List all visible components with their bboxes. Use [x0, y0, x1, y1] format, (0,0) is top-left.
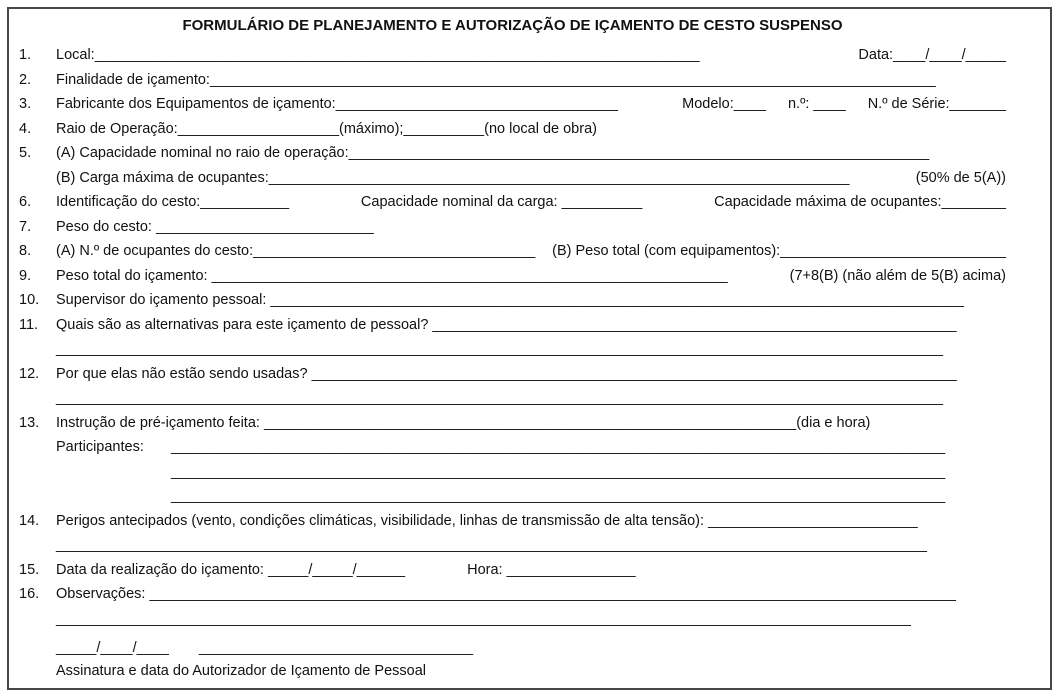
participantes-row-2	[19, 460, 1006, 485]
capacidade-carga-label: Capacidade nominal da carga:	[360, 194, 562, 210]
item-15-number: 15.	[19, 561, 40, 578]
max-ocupantes-blank: ________	[941, 194, 1006, 210]
item-5-number: 5.	[19, 145, 32, 161]
peso-total-equip-blank: ____________________________	[780, 243, 1006, 259]
peso-icamento-label: Peso total do içamento:	[56, 267, 212, 284]
item-13-number: 13.	[19, 414, 40, 431]
raio-label: Raio de Operação:	[56, 120, 178, 137]
finalidade-label: Finalidade de içamento:	[56, 71, 210, 88]
date-group	[858, 43, 1006, 68]
participantes-row-1	[19, 435, 1006, 460]
ocupantes-cesto-blank: ___________________________________	[253, 243, 536, 259]
alternativas-group	[56, 313, 957, 338]
date-label: Data:	[858, 47, 894, 63]
raio-obra-blank: __________	[403, 120, 485, 137]
item-11-number: 11.	[19, 316, 39, 333]
peso-icamento-suffix: (7+8(B) (não além de 5(B) acima)	[789, 267, 1006, 284]
capacidade-nominal-label: (A) Capacidade nominal no raio de operação:	[56, 145, 349, 161]
item-8-row	[19, 239, 1006, 264]
local-blank: ___________________________________________________________________________	[94, 47, 700, 63]
equip-id-group	[682, 92, 1006, 117]
item-15-row	[19, 558, 1006, 583]
item-9-number: 9.	[19, 267, 32, 284]
maximo-label: (máximo);	[339, 120, 404, 137]
perigos-blank: __________________________	[708, 512, 918, 529]
item-5a-group	[56, 141, 929, 166]
signature-caption: Assinatura e data do Autorizador de Içamento de Pessoal	[56, 662, 426, 679]
peso-icamento-blank: ________________________________________________________________	[211, 267, 728, 284]
peso-cesto-label: Peso do cesto:	[56, 218, 156, 235]
form-title: FORMULÁRIO DE PLANEJAMENTO E AUTORIZAÇÃO DE IÇAMENTO DE CESTO SUSPENSO	[182, 17, 843, 34]
fabricante-blank: ___________________________________	[335, 96, 618, 112]
item-6-number: 6.	[19, 194, 32, 210]
participantes-blank-2: ________________________________________________________________________________________________	[171, 463, 946, 480]
observacoes-blank: ____________________________________________________________________________________________________	[149, 586, 956, 602]
peso-total-equip-label: (B) Peso total (com equipamentos):	[552, 243, 781, 259]
hora-label: Hora:	[467, 561, 507, 578]
perigos-group	[56, 509, 918, 534]
item-7-row	[19, 215, 1006, 240]
item-2-group	[56, 68, 936, 93]
observacoes-label: Observações:	[56, 586, 150, 602]
carga-maxima-label: (B) Carga máxima de ocupantes:	[56, 169, 269, 186]
perigos-label: Perigos antecipados (vento, condições climáticas, visibilidade, linhas de transmissão de alta tensão):	[56, 512, 709, 529]
participantes-blank-1: ________________________________________________________________________________________________	[171, 439, 946, 455]
item-4-number: 4.	[19, 120, 32, 137]
item-3-group	[56, 92, 618, 117]
item-5b-group	[56, 166, 849, 191]
signature-caption-row	[19, 661, 1006, 683]
item-2-row	[19, 68, 1006, 93]
carga-maxima-suffix: (50% de 5(A))	[915, 169, 1006, 186]
item-1-number: 1.	[19, 47, 32, 63]
participantes-blank-3: ________________________________________________________________________________________________	[171, 488, 946, 504]
nao-usadas-cont-blank: ______________________________________________________________________________________________________________	[56, 390, 944, 406]
item-12-cont-row	[19, 386, 1006, 411]
hora-group	[467, 558, 636, 583]
item-11-row	[19, 313, 1006, 338]
item-14-cont-row	[19, 533, 1006, 558]
item-10-row	[19, 288, 1006, 313]
item-12-number: 12.	[19, 365, 40, 382]
item-4-row	[19, 117, 1006, 142]
form-border-frame	[7, 7, 1052, 690]
peso-cesto-group	[56, 215, 374, 240]
max-ocupantes-group	[714, 190, 1006, 215]
nao-usadas-group	[56, 362, 957, 387]
item-8-number: 8.	[19, 243, 32, 259]
item-14-number: 14.	[19, 512, 40, 529]
participantes-label: Participantes:	[56, 439, 144, 455]
alternativas-label: Quais são as alternativas para este içamento de pessoal?	[56, 316, 433, 333]
data-realizacao-group	[56, 558, 405, 583]
observacoes-group	[56, 582, 956, 607]
participantes-row-3	[19, 484, 1006, 509]
item-12-row	[19, 362, 1006, 387]
ocupantes-cesto-label: (A) N.º de ocupantes do cesto:	[56, 243, 254, 259]
max-ocupantes-label: Capacidade máxima de ocupantes:	[714, 194, 942, 210]
local-obra-label: (no local de obra)	[484, 120, 597, 137]
serie-field: N.º de Série:_______	[867, 96, 1006, 112]
item-3-number: 3.	[19, 96, 32, 112]
date-blank: ____/____/_____	[893, 47, 1006, 63]
item-11-cont-row	[19, 337, 1006, 362]
item-16-cont-row	[19, 607, 1006, 632]
cesto-id-group	[56, 190, 289, 215]
raio-maximo-blank: ____________________	[177, 120, 340, 137]
hora-blank: ________________	[506, 561, 636, 578]
supervisor-group	[56, 288, 964, 313]
capacidade-carga-group	[361, 190, 642, 215]
supervisor-label: Supervisor do içamento pessoal:	[56, 292, 271, 308]
item-10-number: 10.	[19, 292, 40, 308]
item-16-row	[19, 582, 1006, 607]
modelo-field: Modelo:____	[682, 96, 766, 112]
signature-line-blank: __________________________________	[198, 640, 474, 656]
instrucao-blank: __________________________________________________________________	[263, 414, 797, 431]
perigos-cont-blank: ____________________________________________________________________________________________________________	[56, 537, 927, 553]
peso-icamento-group	[56, 264, 728, 289]
item-1-group	[56, 43, 700, 68]
numero-field: n.º: ____	[787, 96, 846, 112]
capacidade-nominal-blank: ________________________________________________________________________	[348, 145, 930, 161]
data-realizacao-label: Data da realização do içamento:	[56, 561, 268, 578]
item-6-row	[19, 190, 1006, 215]
item-4-group	[56, 117, 597, 142]
capacidade-carga-blank: __________	[561, 194, 643, 210]
supervisor-blank: ______________________________________________________________________________________	[270, 292, 964, 308]
item-3-row	[19, 92, 1006, 117]
observacoes-cont-blank: __________________________________________________________________________________________________________	[56, 610, 911, 627]
carga-maxima-blank: ________________________________________________________________________	[268, 169, 850, 186]
nao-usadas-label: Por que elas não estão sendo usadas?	[56, 365, 312, 382]
nao-usadas-blank: ________________________________________________________________________________	[311, 365, 957, 382]
local-label: Local:	[56, 47, 95, 63]
item-9-row	[19, 264, 1006, 289]
signature-date-blank: _____/____/____	[56, 640, 169, 656]
peso-cesto-blank: ___________________________	[155, 218, 374, 235]
item-13-row	[19, 411, 1006, 436]
item-5a-row	[19, 141, 1006, 166]
signature-row	[19, 636, 1006, 661]
alternativas-blank: _________________________________________________________________	[432, 316, 957, 333]
cesto-id-label: Identificação do cesto:	[56, 194, 201, 210]
item-5b-row	[19, 166, 1006, 191]
fabricante-label: Fabricante dos Equipamentos de içamento:	[56, 96, 336, 112]
finalidade-blank: __________________________________________________________________________________________	[209, 71, 936, 88]
instrucao-label: Instrução de pré-içamento feita:	[56, 414, 264, 431]
item-14-row	[19, 509, 1006, 534]
instrucao-group	[56, 411, 870, 436]
peso-total-equip-group	[552, 239, 1006, 264]
data-realizacao-blank: _____/_____/______	[268, 561, 406, 578]
alternativas-cont-blank: ______________________________________________________________________________________________________________	[56, 341, 944, 357]
item-2-number: 2.	[19, 71, 32, 88]
item-7-number: 7.	[19, 218, 32, 235]
item-1-row	[19, 43, 1006, 68]
instrucao-suffix: (dia e hora)	[796, 414, 871, 431]
cesto-id-blank: ___________	[200, 194, 290, 210]
ocupantes-cesto-group	[56, 239, 535, 264]
item-16-number: 16.	[19, 586, 40, 602]
